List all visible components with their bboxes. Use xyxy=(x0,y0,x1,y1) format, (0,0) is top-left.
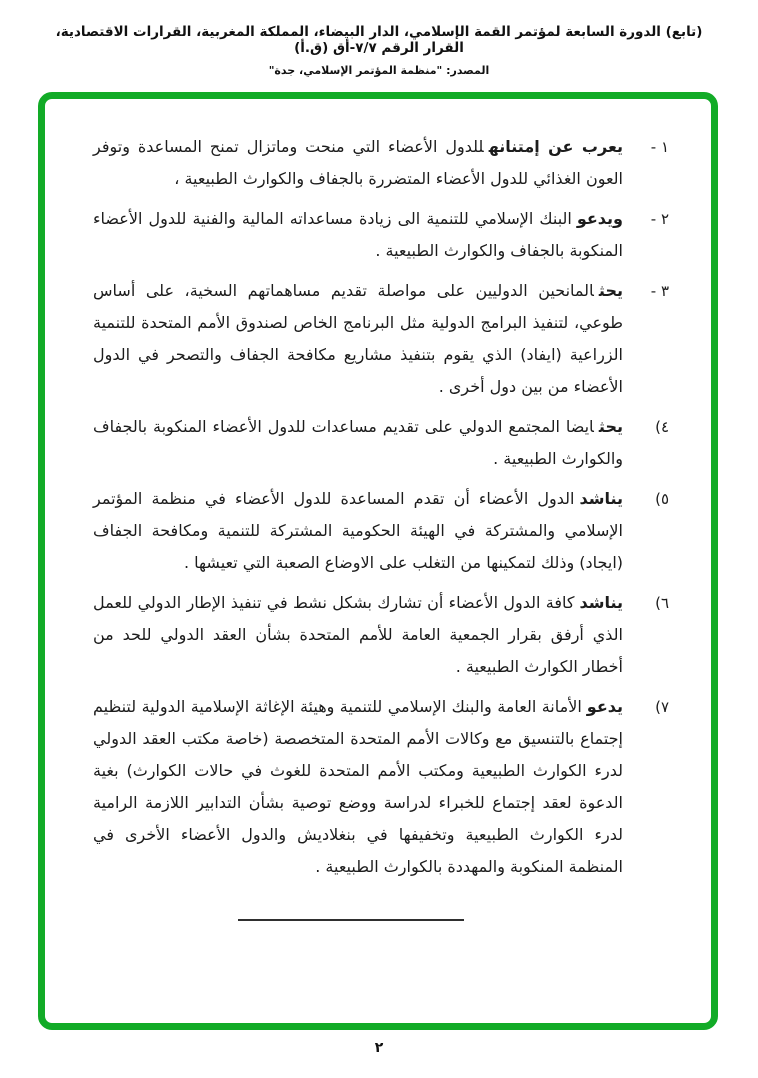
item-number: ٣ - xyxy=(650,282,669,300)
header-source: المصدر: "منظمة المؤتمر الإسلامي، جدة" xyxy=(268,64,490,77)
item-paragraph xyxy=(93,587,623,683)
resolution-item-7 xyxy=(93,691,669,883)
resolution-body xyxy=(45,99,711,921)
item-text: ايضا المجتمع الدولي على تقديم مساعدات للدول الأعضاء المنكوبة بالجفاف والكوارث الطبيعية . xyxy=(93,417,623,468)
resolution-item-4 xyxy=(93,411,669,475)
item-lead: يناشد xyxy=(579,489,623,508)
item-text: كافة الدول الأعضاء أن تشارك بشكل نشط في تنفيذ الإطار الدولي للعمل الذي أرفق بقرار الجمعية العامة للأمم المتحدة بشأن العقد الدولي للحد من أخطار الكوارث الطبيعية . xyxy=(93,593,623,676)
item-text: الدول الأعضاء أن تقدم المساعدة للدول الأعضاء في منظمة المؤتمر الإسلامي والمشتركة في الهيئة الحكومية المشتركة للتنمية ومكافحة الجفاف (ايجاد) وذلك لتمكينها من التغلب على الاوضاع الصعبة التي تعيشها . xyxy=(93,489,623,572)
item-number: ٧) xyxy=(655,698,669,716)
item-number: ١ - xyxy=(650,138,669,156)
item-paragraph xyxy=(93,691,623,883)
item-paragraph xyxy=(93,275,623,403)
section-divider xyxy=(238,919,464,921)
item-paragraph xyxy=(93,411,623,475)
resolution-item-1 xyxy=(93,131,669,195)
item-lead: يعرب عن إمتنانه xyxy=(488,137,623,156)
item-text: الأمانة العامة والبنك الإسلامي للتنمية وهيئة الإغاثة الإسلامية الدولية لتنظيم إجتماع بالتنسيق مع وكالات الأمم المتحدة المتخصصة (خاصة مكتب العقد الدولي لدرء الكوارث الطبيعية ومكتب الأمم المتحدة للغوث في حالات الكوارث) بغية الدعوة لعقد إجتماع للخبراء لدراسة ووضع توصية بشأن التدابير اللازمة الرامية لدرء الكوارث الطبيعية وتخفيفها في بنغلاديش والدول الأعضاء الأخرى في المنظمة المنكوبة والمهددة بالكوارث الطبيعية . xyxy=(93,697,623,876)
item-lead: يحث xyxy=(598,281,623,300)
item-paragraph xyxy=(93,131,623,195)
resolution-item-3 xyxy=(93,275,669,403)
item-paragraph xyxy=(93,483,623,579)
item-number: ٢ - xyxy=(650,210,669,228)
item-number: ٦) xyxy=(655,594,669,612)
item-lead: يحث xyxy=(598,417,623,436)
content-frame xyxy=(38,92,718,1030)
resolution-item-2 xyxy=(93,203,669,267)
resolution-item-5 xyxy=(93,483,669,579)
page-number: ٢ xyxy=(374,1040,384,1056)
item-lead: يناشد xyxy=(579,593,623,612)
item-lead: يدعو xyxy=(586,697,623,716)
item-number: ٤) xyxy=(655,418,669,436)
document-header xyxy=(0,24,758,77)
item-text: المانحين الدوليين على مواصلة تقديم مساهماتهم السخية، على أساس طوعي، لتنفيذ البرامج الدولية مثل البرنامج الخاص لصندوق الأمم المتحدة للتنمية الزراعية (ايفاد) الذي يقوم بتنفيذ مشاريع مكافحة الجفاف والتصحر في الدول الأعضاء من بين دول أخرى . xyxy=(93,281,623,396)
resolution-item-6 xyxy=(93,587,669,683)
header-title: (تابع) الدورة السابعة لمؤتمر القمة الإسلامي، الدار البيضاء، المملكة المغربية، القرارات الاقتصادية، القرار الرقم ٧/٧-أق (ق.أ) xyxy=(55,24,703,56)
item-paragraph xyxy=(93,203,623,267)
item-number: ٥) xyxy=(655,490,669,508)
item-text: للدول الأعضاء التي منحت وماتزال تمنح المساعدة وتوفر العون الغذائي للدول الأعضاء المتضررة بالجفاف والكوارث الطبيعية ، xyxy=(93,137,623,188)
item-text: البنك الإسلامي للتنمية الى زيادة مساعداته المالية والفنية للدول الأعضاء المنكوبة بالجفاف والكوارث الطبيعية . xyxy=(93,209,623,260)
item-lead: ويدعو xyxy=(576,209,623,228)
